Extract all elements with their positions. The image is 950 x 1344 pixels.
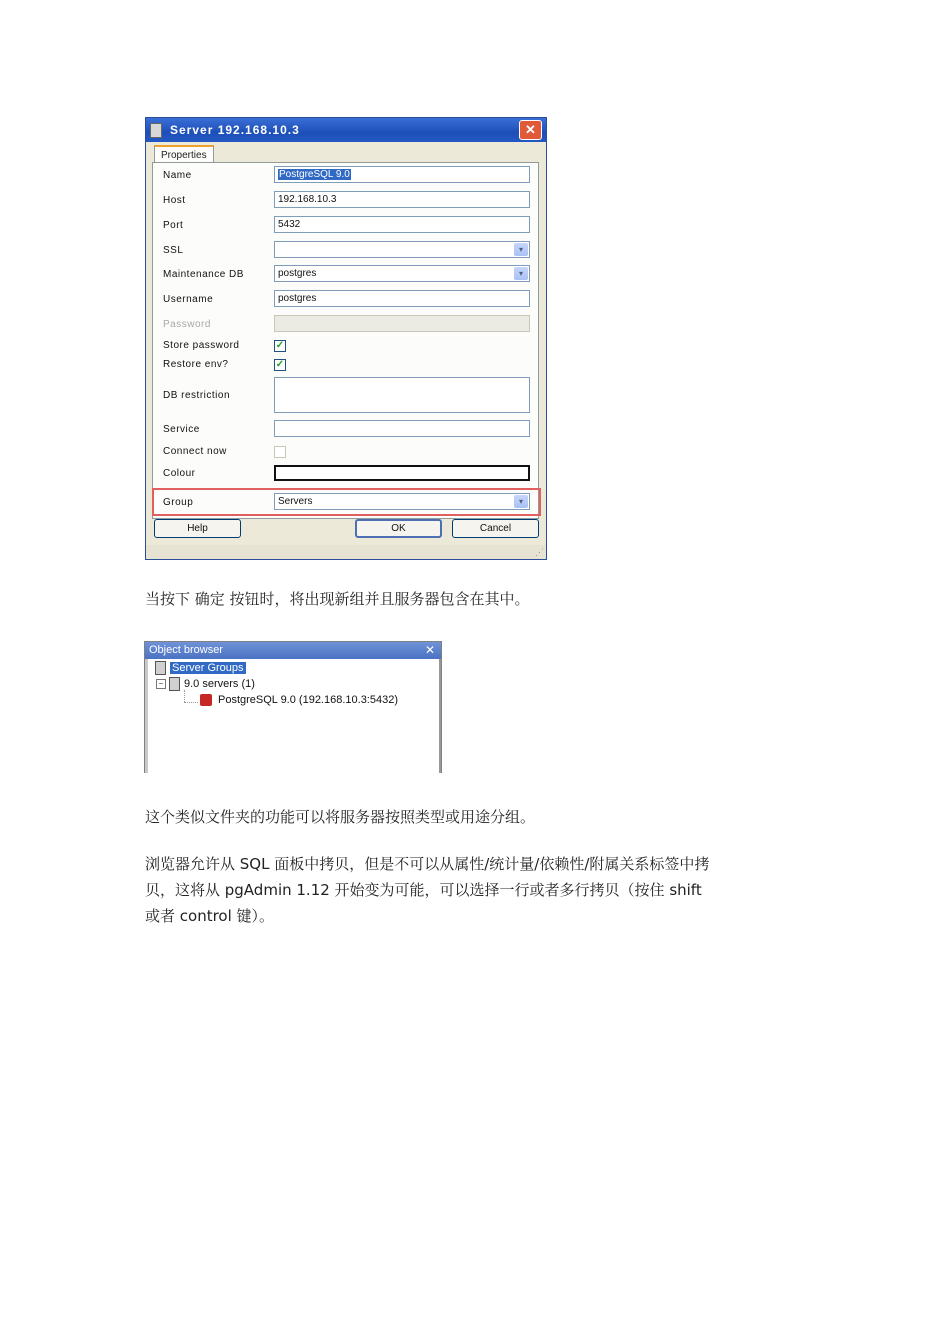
server-icon (150, 123, 162, 138)
db-restriction-label: DB restriction (163, 390, 231, 401)
postgresql-server-icon (200, 694, 212, 706)
password-field[interactable] (274, 315, 530, 332)
dialog-titlebar (146, 118, 546, 142)
store-password-checkbox[interactable]: ✓ (275, 340, 285, 351)
db-restriction-field[interactable] (274, 377, 530, 413)
dialog-title: Server 192.168.10.3 (170, 123, 300, 137)
colour-label: Colour (163, 468, 196, 479)
tree-root-label: Server Groups (172, 661, 244, 674)
group-label: Group (163, 497, 194, 508)
maintenance-db-value: postgres (278, 268, 317, 279)
tree-root[interactable] (155, 661, 246, 675)
restore-env-label: Restore env? (163, 359, 229, 370)
paragraph-3-line-2: 贝，这将从 pgAdmin 1.12 开始变为可能，可以选择一行或者多行拷贝（按住 shift (145, 881, 702, 899)
group-value: Servers (278, 496, 313, 507)
restore-env-checkbox[interactable]: ✓ (275, 359, 285, 370)
service-label: Service (163, 424, 200, 435)
host-field[interactable]: 192.168.10.3 (274, 191, 530, 208)
password-label: Password (163, 319, 211, 330)
close-icon[interactable]: ✕ (424, 643, 435, 657)
server-groups-icon (155, 661, 166, 675)
properties-panel (152, 162, 539, 519)
store-password-label: Store password (163, 340, 240, 351)
collapse-icon[interactable]: − (156, 679, 166, 689)
name-label: Name (163, 170, 192, 181)
tree-group-label: 9.0 servers (1) (184, 677, 255, 690)
cancel-button[interactable]: Cancel (452, 519, 539, 538)
tree-connector (184, 690, 185, 702)
server-group-icon (169, 677, 180, 691)
port-label: Port (163, 220, 184, 231)
paragraph-3-line-1: 浏览器允许从 SQL 面板中拷贝，但是不可以从属性/统计量/依赖性/附属关系标签中拷 (145, 855, 710, 873)
ssl-select[interactable] (274, 241, 530, 258)
object-browser-tree (145, 659, 441, 773)
chevron-down-icon[interactable]: ▾ (514, 267, 528, 280)
object-browser-panel (144, 641, 442, 773)
username-field[interactable]: postgres (274, 290, 530, 307)
chevron-down-icon[interactable]: ▾ (514, 495, 528, 508)
chevron-down-icon[interactable]: ▾ (514, 243, 528, 256)
tree-connector (184, 702, 198, 703)
connect-now-label: Connect now (163, 446, 227, 457)
tree-server[interactable] (200, 694, 398, 706)
tree-server-label: PostgreSQL 9.0 (192.168.10.3:5432) (218, 694, 398, 706)
object-browser-titlebar (145, 642, 441, 659)
status-bar (146, 545, 546, 559)
name-field[interactable] (274, 166, 530, 183)
tab-properties[interactable]: Properties (154, 145, 214, 165)
server-properties-dialog (145, 117, 547, 560)
maintenance-db-select[interactable] (274, 265, 530, 282)
connect-now-checkbox[interactable] (274, 446, 286, 458)
paragraph-1: 当按下 确定 按钮时，将出现新组并且服务器包含在其中。 (145, 590, 530, 608)
maintenance-db-label: Maintenance DB (163, 269, 244, 280)
tree-group[interactable] (156, 677, 255, 691)
help-button[interactable]: Help (154, 519, 241, 538)
username-label: Username (163, 294, 214, 305)
paragraph-3-line-3: 或者 control 键）。 (145, 907, 275, 925)
colour-field[interactable] (274, 465, 530, 481)
ssl-label: SSL (163, 245, 184, 256)
close-icon[interactable]: ✕ (519, 120, 542, 140)
resize-grip-icon[interactable]: ⋰ (535, 547, 544, 557)
service-field[interactable] (274, 420, 530, 437)
group-highlight-box (152, 488, 541, 516)
object-browser-title: Object browser (149, 644, 223, 656)
host-label: Host (163, 195, 186, 206)
port-field[interactable]: 5432 (274, 216, 530, 233)
ok-button[interactable]: OK (355, 519, 442, 538)
name-value: PostgreSQL 9.0 (279, 169, 350, 180)
paragraph-2: 这个类似文件夹的功能可以将服务器按照类型或用途分组。 (145, 808, 536, 826)
